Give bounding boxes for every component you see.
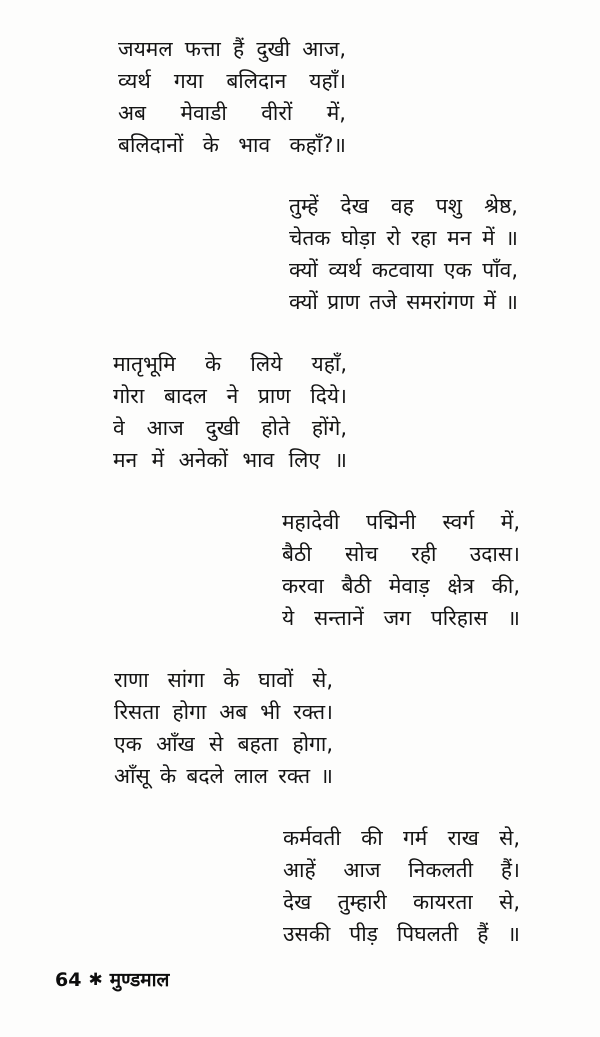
poem-line: चेतक घोड़ा रो रहा मन में ॥ [289, 226, 518, 250]
poem-line: अब मेवाडी वीरों में, [118, 101, 346, 125]
poem-line: कर्मवती की गर्म राख से, [283, 826, 520, 850]
stanza-2 [289, 190, 518, 318]
poem-line: गोरा बादल ने प्राण दिये। [113, 384, 347, 408]
poem-line: आँसू के बदले लाल रक्त ॥ [114, 764, 333, 788]
poem-line: ये सन्तानें जग परिहास ॥ [282, 606, 520, 630]
stanza-5 [114, 664, 333, 792]
poem-line: तुम्हें देख वह पशु श्रेष्ठ, [289, 194, 518, 218]
stanza-6 [283, 822, 520, 950]
poem-line: रिसता होगा अब भी रक्त। [114, 700, 333, 724]
stanza-1 [118, 33, 346, 161]
poem-line: बैठी सोच रही उदास। [282, 542, 520, 566]
poem-line: उसकी पीड़ पिघलती हैं ॥ [283, 922, 520, 946]
poem-line: बलिदानों के भाव कहाँ?॥ [118, 133, 346, 157]
poem-line: मन में अनेकों भाव लिए ॥ [113, 448, 347, 472]
poem-line: वे आज दुखी होते होंगे, [113, 416, 347, 440]
asterisk-icon: ✱ [88, 970, 103, 990]
stanza-4 [282, 506, 520, 634]
poem-line: क्यों व्यर्थ कटवाया एक पाँव, [289, 258, 518, 282]
poem-line: मातृभूमि के लिये यहाँ, [113, 352, 347, 376]
page-number: 64 [55, 969, 82, 991]
poem-line: जयमल फत्ता हैं दुखी आज, [118, 37, 346, 61]
book-title: मुण्डमाल [109, 969, 170, 991]
poem-line: एक आँख से बहता होगा, [114, 732, 333, 756]
poem-line: क्यों प्राण तजे समरांगण में ॥ [289, 290, 518, 314]
poem-line: व्यर्थ गया बलिदान यहाँ। [118, 69, 346, 93]
poem-line: महादेवी पद्मिनी स्वर्ग में, [282, 510, 520, 534]
page-footer [55, 966, 169, 992]
poem-line: देख तुम्हारी कायरता से, [283, 890, 520, 914]
poem-line: आहें आज निकलती हैं। [283, 858, 520, 882]
poem-line: करवा बैठी मेवाड़ क्षेत्र की, [282, 574, 520, 598]
poem-line: राणा सांगा के घावों से, [114, 668, 333, 692]
stanza-3 [113, 348, 347, 476]
